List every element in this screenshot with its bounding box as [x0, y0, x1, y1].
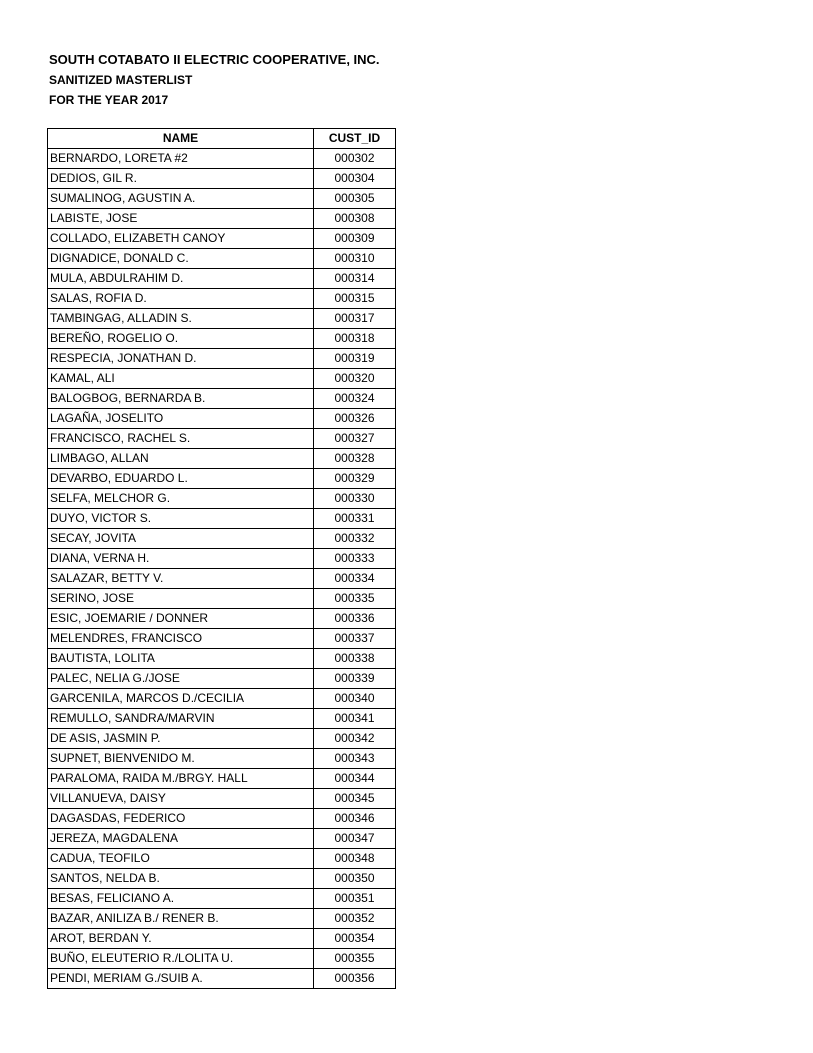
customer-name-cell: CADUA, TEOFILO — [48, 849, 314, 869]
customer-id-cell: 000310 — [314, 249, 396, 269]
customer-name-cell: FRANCISCO, RACHEL S. — [48, 429, 314, 449]
table-row — [48, 509, 396, 529]
table-row — [48, 789, 396, 809]
customer-name-cell: SUPNET, BIENVENIDO M. — [48, 749, 314, 769]
customer-name-cell: SANTOS, NELDA B. — [48, 869, 314, 889]
table-row — [48, 469, 396, 489]
table-row — [48, 689, 396, 709]
customer-name-cell: LIMBAGO, ALLAN — [48, 449, 314, 469]
customer-name-cell: SALAZAR, BETTY V. — [48, 569, 314, 589]
customer-name-cell: LAGAÑA, JOSELITO — [48, 409, 314, 429]
table-row — [48, 669, 396, 689]
customer-name-cell: BEREÑO, ROGELIO O. — [48, 329, 314, 349]
customer-name-cell: SALAS, ROFIA D. — [48, 289, 314, 309]
customer-name-cell: DIGNADICE, DONALD C. — [48, 249, 314, 269]
customer-id-cell: 000346 — [314, 809, 396, 829]
customer-name-cell: KAMAL, ALI — [48, 369, 314, 389]
customer-name-cell: BERNARDO, LORETA #2 — [48, 149, 314, 169]
customer-id-cell: 000335 — [314, 589, 396, 609]
table-row — [48, 589, 396, 609]
customer-name-cell: RESPECIA, JONATHAN D. — [48, 349, 314, 369]
customer-name-cell: PENDI, MERIAM G./SUIB A. — [48, 969, 314, 989]
table-row — [48, 549, 396, 569]
customer-id-cell: 000352 — [314, 909, 396, 929]
table-row — [48, 309, 396, 329]
customer-id-cell: 000345 — [314, 789, 396, 809]
table-row — [48, 489, 396, 509]
customer-id-cell: 000347 — [314, 829, 396, 849]
customer-id-cell: 000354 — [314, 929, 396, 949]
table-row — [48, 189, 396, 209]
table-row — [48, 769, 396, 789]
customer-id-cell: 000314 — [314, 269, 396, 289]
customer-id-cell: 000320 — [314, 369, 396, 389]
table-row — [48, 249, 396, 269]
customer-name-cell: PARALOMA, RAIDA M./BRGY. HALL — [48, 769, 314, 789]
customer-id-cell: 000326 — [314, 409, 396, 429]
customer-id-cell: 000318 — [314, 329, 396, 349]
customer-name-cell: MULA, ABDULRAHIM D. — [48, 269, 314, 289]
customer-id-cell: 000334 — [314, 569, 396, 589]
customer-name-cell: PALEC, NELIA G./JOSE — [48, 669, 314, 689]
customer-id-cell: 000344 — [314, 769, 396, 789]
table-row — [48, 869, 396, 889]
company-title: SOUTH COTABATO II ELECTRIC COOPERATIVE, INC. — [49, 52, 380, 67]
customer-id-cell: 000304 — [314, 169, 396, 189]
customer-id-cell: 000324 — [314, 389, 396, 409]
table-row — [48, 929, 396, 949]
customer-id-cell: 000302 — [314, 149, 396, 169]
customer-id-cell: 000333 — [314, 549, 396, 569]
customer-name-cell: BAZAR, ANILIZA B./ RENER B. — [48, 909, 314, 929]
customer-name-cell: BALOGBOG, BERNARDA B. — [48, 389, 314, 409]
customer-name-cell: TAMBINGAG, ALLADIN S. — [48, 309, 314, 329]
customer-name-cell: BAUTISTA, LOLITA — [48, 649, 314, 669]
customer-id-cell: 000328 — [314, 449, 396, 469]
customer-name-cell: DIANA, VERNA H. — [48, 549, 314, 569]
document-header — [49, 50, 380, 110]
customer-name-cell: VILLANUEVA, DAISY — [48, 789, 314, 809]
customer-id-cell: 000350 — [314, 869, 396, 889]
table-header-row — [48, 129, 396, 149]
customer-name-cell: LABISTE, JOSE — [48, 209, 314, 229]
table-row — [48, 409, 396, 429]
table-row — [48, 949, 396, 969]
table-row — [48, 569, 396, 589]
document-year: FOR THE YEAR 2017 — [49, 93, 169, 107]
table-row — [48, 969, 396, 989]
customer-name-cell: SERINO, JOSE — [48, 589, 314, 609]
customer-name-cell: BESAS, FELICIANO A. — [48, 889, 314, 909]
document-subtitle: SANITIZED MASTERLIST — [49, 73, 193, 87]
table-row — [48, 709, 396, 729]
customer-id-cell: 000355 — [314, 949, 396, 969]
customer-name-cell: SUMALINOG, AGUSTIN A. — [48, 189, 314, 209]
table-row — [48, 629, 396, 649]
customer-id-cell: 000340 — [314, 689, 396, 709]
customer-id-cell: 000315 — [314, 289, 396, 309]
table-row — [48, 369, 396, 389]
table-row — [48, 449, 396, 469]
table-row — [48, 909, 396, 929]
table-row — [48, 749, 396, 769]
customer-name-cell: DAGASDAS, FEDERICO — [48, 809, 314, 829]
customer-name-cell: REMULLO, SANDRA/MARVIN — [48, 709, 314, 729]
customer-id-cell: 000338 — [314, 649, 396, 669]
table-row — [48, 289, 396, 309]
column-header-cust-id: CUST_ID — [314, 129, 396, 149]
customer-id-cell: 000351 — [314, 889, 396, 909]
customer-id-cell: 000319 — [314, 349, 396, 369]
table-row — [48, 229, 396, 249]
customer-id-cell: 000342 — [314, 729, 396, 749]
customer-id-cell: 000317 — [314, 309, 396, 329]
customer-id-cell: 000337 — [314, 629, 396, 649]
customer-name-cell: COLLADO, ELIZABETH CANOY — [48, 229, 314, 249]
customer-id-cell: 000339 — [314, 669, 396, 689]
table-row — [48, 809, 396, 829]
table-row — [48, 169, 396, 189]
customer-name-cell: BUÑO, ELEUTERIO R./LOLITA U. — [48, 949, 314, 969]
table-row — [48, 649, 396, 669]
masterlist-table — [47, 128, 396, 989]
table-row — [48, 429, 396, 449]
customer-id-cell: 000341 — [314, 709, 396, 729]
customer-name-cell: DEDIOS, GIL R. — [48, 169, 314, 189]
customer-id-cell: 000308 — [314, 209, 396, 229]
table-row — [48, 849, 396, 869]
customer-id-cell: 000332 — [314, 529, 396, 549]
customer-name-cell: MELENDRES, FRANCISCO — [48, 629, 314, 649]
table-row — [48, 729, 396, 749]
table-body — [48, 149, 396, 989]
customer-id-cell: 000348 — [314, 849, 396, 869]
customer-id-cell: 000305 — [314, 189, 396, 209]
customer-name-cell: AROT, BERDAN Y. — [48, 929, 314, 949]
column-header-name: NAME — [48, 129, 314, 149]
customer-id-cell: 000327 — [314, 429, 396, 449]
customer-name-cell: JEREZA, MAGDALENA — [48, 829, 314, 849]
table-row — [48, 149, 396, 169]
table-row — [48, 329, 396, 349]
table-row — [48, 269, 396, 289]
customer-id-cell: 000331 — [314, 509, 396, 529]
customer-name-cell: GARCENILA, MARCOS D./CECILIA — [48, 689, 314, 709]
customer-id-cell: 000336 — [314, 609, 396, 629]
table-row — [48, 889, 396, 909]
customer-id-cell: 000343 — [314, 749, 396, 769]
customer-id-cell: 000329 — [314, 469, 396, 489]
customer-name-cell: DEVARBO, EDUARDO L. — [48, 469, 314, 489]
customer-id-cell: 000356 — [314, 969, 396, 989]
customer-name-cell: ESIC, JOEMARIE / DONNER — [48, 609, 314, 629]
customer-name-cell: SELFA, MELCHOR G. — [48, 489, 314, 509]
customer-name-cell: SECAY, JOVITA — [48, 529, 314, 549]
table-row — [48, 209, 396, 229]
customer-id-cell: 000309 — [314, 229, 396, 249]
table-row — [48, 349, 396, 369]
customer-id-cell: 000330 — [314, 489, 396, 509]
table-row — [48, 389, 396, 409]
customer-name-cell: DUYO, VICTOR S. — [48, 509, 314, 529]
table-row — [48, 529, 396, 549]
table-row — [48, 829, 396, 849]
table-row — [48, 609, 396, 629]
customer-name-cell: DE ASIS, JASMIN P. — [48, 729, 314, 749]
